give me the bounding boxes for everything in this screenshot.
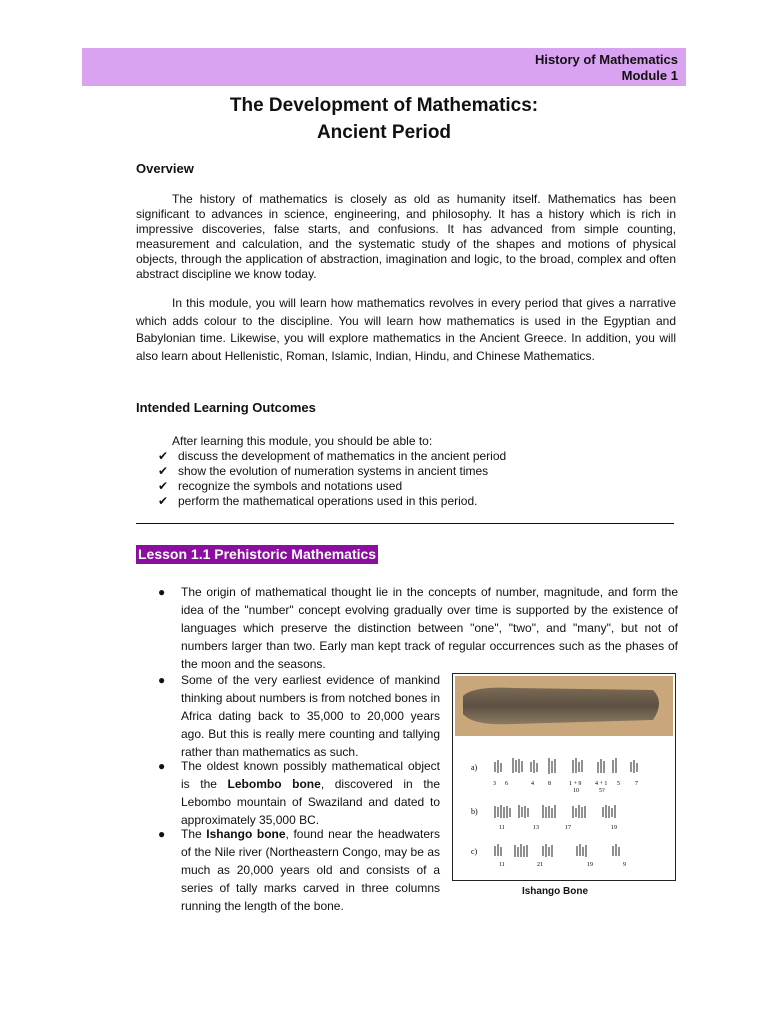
overview-paragraph-1: [136, 192, 676, 282]
overview-paragraph-2: [136, 295, 676, 365]
module-label: Module 1: [621, 68, 678, 83]
tally-number: 5?: [599, 788, 605, 794]
bullet-icon: ●: [158, 759, 166, 773]
outcome-text: discuss the development of mathematics in the ancient period: [178, 449, 507, 463]
outcome-item: [136, 464, 676, 479]
tally-number: 9: [623, 862, 626, 868]
tally-number: 5: [617, 781, 620, 787]
outcome-item: [136, 494, 676, 509]
row-b-numbers: [499, 825, 617, 831]
tally-number: 3: [493, 781, 496, 787]
outcomes-heading: Intended Learning Outcomes: [136, 400, 316, 415]
outcomes-intro: After learning this module, you should be able to:: [172, 434, 433, 448]
tally-number: 1 + 9: [569, 781, 582, 787]
bone-photo: [463, 688, 659, 725]
figure-caption: Ishango Bone: [521, 886, 589, 897]
row-b-label: b): [471, 807, 478, 816]
outcomes-list: [136, 434, 676, 509]
tally-number: 4 + 1: [595, 781, 608, 787]
bullet-icon: ●: [158, 585, 166, 599]
lesson-bullet-4: [158, 825, 441, 915]
page-title-line1: The Development of Mathematics:: [229, 95, 539, 116]
overview-paragraph-2-text: In this module, you will learn how mathematics revolves in every period that gives a narrative which adds colour to the discipline. You will learn how mathematics is used in the Egyptian and Babylonian time. Likewise, you will explore mathematics in the Ancient Greece. In addition, you will also learn about Hellenistic, Roman, Islamic, Indian, Hindu, and Chinese Mathematics.: [136, 296, 676, 363]
tally-number: 17: [565, 825, 571, 831]
header-band: [82, 48, 686, 86]
outcome-item: [136, 479, 676, 494]
ishango-bone-figure: [452, 673, 676, 881]
page-title-line2: Ancient Period: [316, 122, 452, 143]
tally-number: 21: [537, 862, 543, 868]
tally-number: 4: [531, 781, 534, 787]
ishango-bone-illustration: [453, 674, 675, 880]
tally-number: 6: [505, 781, 508, 787]
check-icon: ✔: [158, 479, 169, 493]
row-a-numbers: [493, 781, 638, 794]
tally-number: 11: [499, 825, 505, 831]
ishango-bone-term: Ishango bone: [206, 827, 286, 841]
lesson-heading: Lesson 1.1 Prehistoric Mathematics: [138, 546, 377, 562]
tally-number: 11: [499, 862, 505, 868]
course-title: History of Mathematics: [534, 52, 678, 67]
outcome-text: recognize the symbols and notations used: [178, 479, 403, 493]
lebombo-bone-term: Lebombo bone: [227, 777, 321, 791]
lesson-bullet-1: [158, 583, 678, 673]
bullet-icon: ●: [158, 827, 166, 841]
bullet-icon: ●: [158, 673, 166, 687]
tally-number: 19: [587, 862, 593, 868]
overview-paragraph-1-text: The history of mathematics is closely as old as humanity itself. Mathematics has been significant to advances in science, engineering, and philosophy. It has a history which is rich in impressive discoveries, false starts, and confusions. It has advanced from simple counting, measurement and calculation, and the systematic study of the shapes and motions of physical objects, through the application of abstraction, imagination and logic, to the broad, complex and often abstract discipline we know today.: [136, 192, 676, 281]
outcome-item: [136, 449, 676, 464]
lesson-bullet-3: [158, 757, 440, 829]
lesson-bullet-2: [158, 671, 440, 761]
row-c-label: c): [471, 847, 478, 856]
section-divider: [136, 523, 674, 524]
tally-number: 10: [573, 788, 579, 794]
row-a-label: a): [471, 763, 478, 772]
outcome-text: show the evolution of numeration systems in ancient times: [178, 464, 489, 478]
bullet-text: The origin of mathematical thought lie in the concepts of number, magnitude, and form the idea of the "number" concept evolving gradually over time is supported by the existence of languages which preserve the distinction between "one", "two", and "many", but not of numbers larger than two. Early man kept track of regular occurrences such as the phases of the moon and the seasons.: [181, 585, 678, 671]
tally-number: 8: [548, 781, 551, 787]
tally-number: 19: [611, 825, 617, 831]
row-c-numbers: [499, 862, 626, 868]
bullet-text-pre: The: [181, 827, 207, 841]
check-icon: ✔: [158, 449, 169, 463]
overview-heading: Overview: [136, 161, 194, 176]
bullet-text-post: , found near the headwaters of the Nile river (Northeastern Congo, may be as much as 20,000 years old and consists of a series of tally marks carved in three columns running the length of the bone.: [181, 827, 441, 913]
check-icon: ✔: [158, 494, 169, 508]
check-icon: ✔: [158, 464, 169, 478]
tally-number: 7: [635, 781, 638, 787]
outcome-text: perform the mathematical operations used in this period.: [178, 494, 478, 508]
bullet-text-pre: The oldest known possibly mathematical object is the: [181, 759, 440, 791]
bullet-text: Some of the very earliest evidence of mankind thinking about numbers is from notched bones in Africa dating back to 35,000 to 20,000 years ago. But this is really mere counting and tallying rather than mathematics as such.: [181, 673, 440, 759]
tally-drawing: [495, 758, 637, 857]
tally-number: 13: [533, 825, 539, 831]
bullet-text-post: , discovered in the Lebombo mountain of Swaziland and dated to approximately 35,000 BC.: [181, 777, 440, 827]
